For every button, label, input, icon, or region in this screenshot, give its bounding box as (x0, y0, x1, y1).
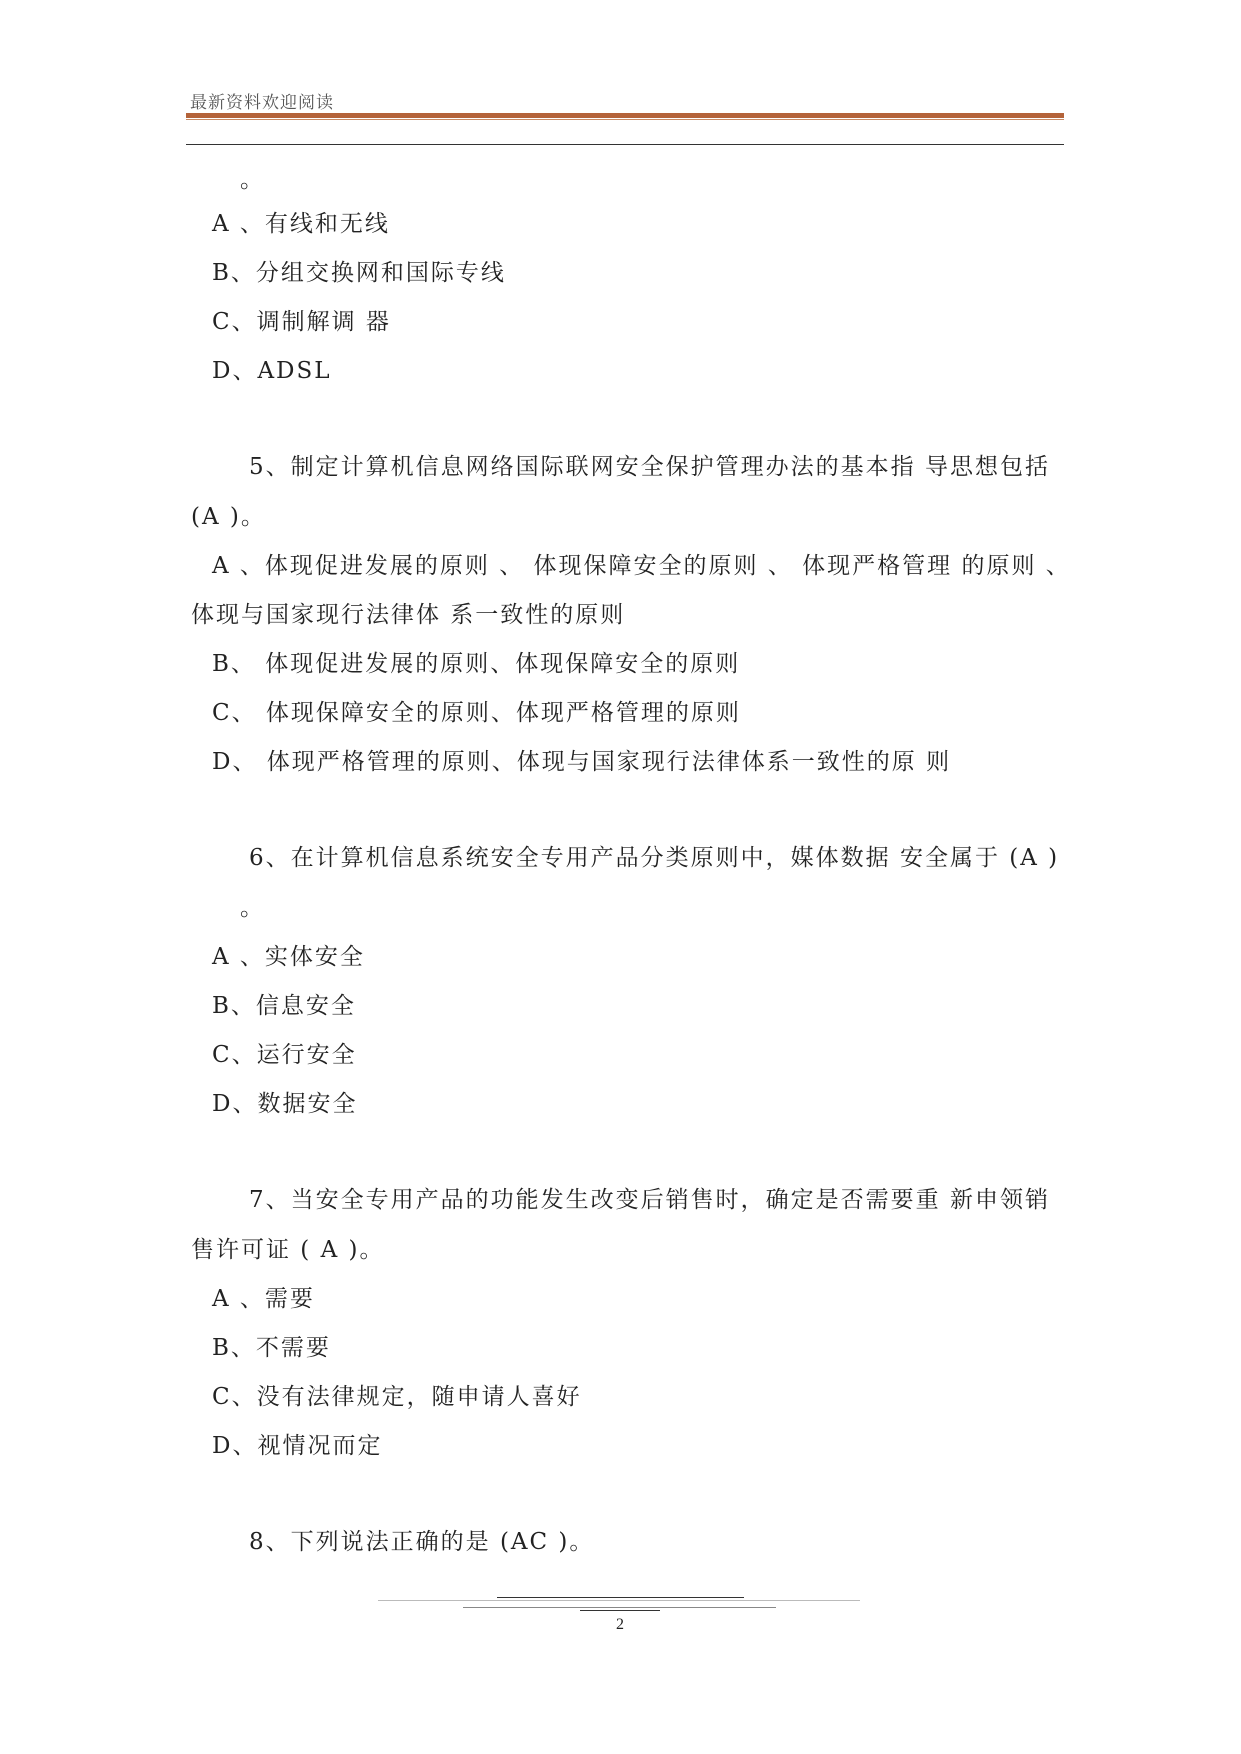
text-line: A 、体现促进发展的原则 、 体现保障安全的原则 、 体现严格管理 的原则 、 (212, 553, 1071, 579)
text-line: 。 (240, 895, 265, 921)
text-line: 5、制定计算机信息网络国际联网安全保护管理办法的基本指 导思想包括 (249, 454, 1050, 480)
footer-rule-wide (378, 1600, 860, 1601)
text-line: 7、当安全专用产品的功能发生改变后销售时，确定是否需要重 新申领销 (249, 1187, 1050, 1213)
footer-rule-short (580, 1610, 660, 1611)
footer-rule-lower (463, 1607, 776, 1608)
text-line: D、ADSL (212, 358, 332, 384)
text-line: B、不需要 (212, 1335, 331, 1361)
text-line: B、分组交换网和国际专线 (212, 260, 506, 286)
text-line: B、信息安全 (212, 993, 356, 1019)
text-line: 6、在计算机信息系统安全专用产品分类原则中，媒体数据 安全属于 (A ) (249, 845, 1060, 871)
text-line: A 、实体安全 (212, 944, 365, 970)
text-line: B、 体现促进发展的原则、体现保障安全的原则 (212, 651, 741, 677)
text-line: C、调制解调 器 (212, 309, 391, 335)
footer-rule-upper (497, 1597, 744, 1598)
header-rule-thick (186, 113, 1064, 118)
text-line: A 、需要 (212, 1286, 315, 1312)
page-number: 2 (616, 1616, 624, 1633)
text-line: A 、有线和无线 (212, 211, 390, 237)
text-line: 。 (240, 167, 265, 193)
text-line: 体现与国家现行法律体 系一致性的原则 (191, 602, 626, 628)
text-line: D、 体现严格管理的原则、体现与国家现行法律体系一致性的原 则 (212, 749, 952, 775)
header-rule-accent (186, 119, 1064, 120)
text-line: (A )。 (191, 504, 266, 530)
text-line: D、视情况而定 (212, 1433, 383, 1459)
header-title: 最新资料欢迎阅读 (190, 93, 334, 113)
text-line: 售许可证 ( A )。 (191, 1237, 385, 1263)
text-line: C、运行安全 (212, 1042, 357, 1068)
header-rule-thin (186, 144, 1064, 145)
text-line: C、 体现保障安全的原则、体现严格管理的原则 (212, 700, 741, 726)
text-line: D、数据安全 (212, 1091, 358, 1117)
text-line: 8、下列说法正确的是 (AC )。 (249, 1529, 595, 1555)
text-line: C、没有法律规定，随申请人喜好 (212, 1384, 582, 1410)
